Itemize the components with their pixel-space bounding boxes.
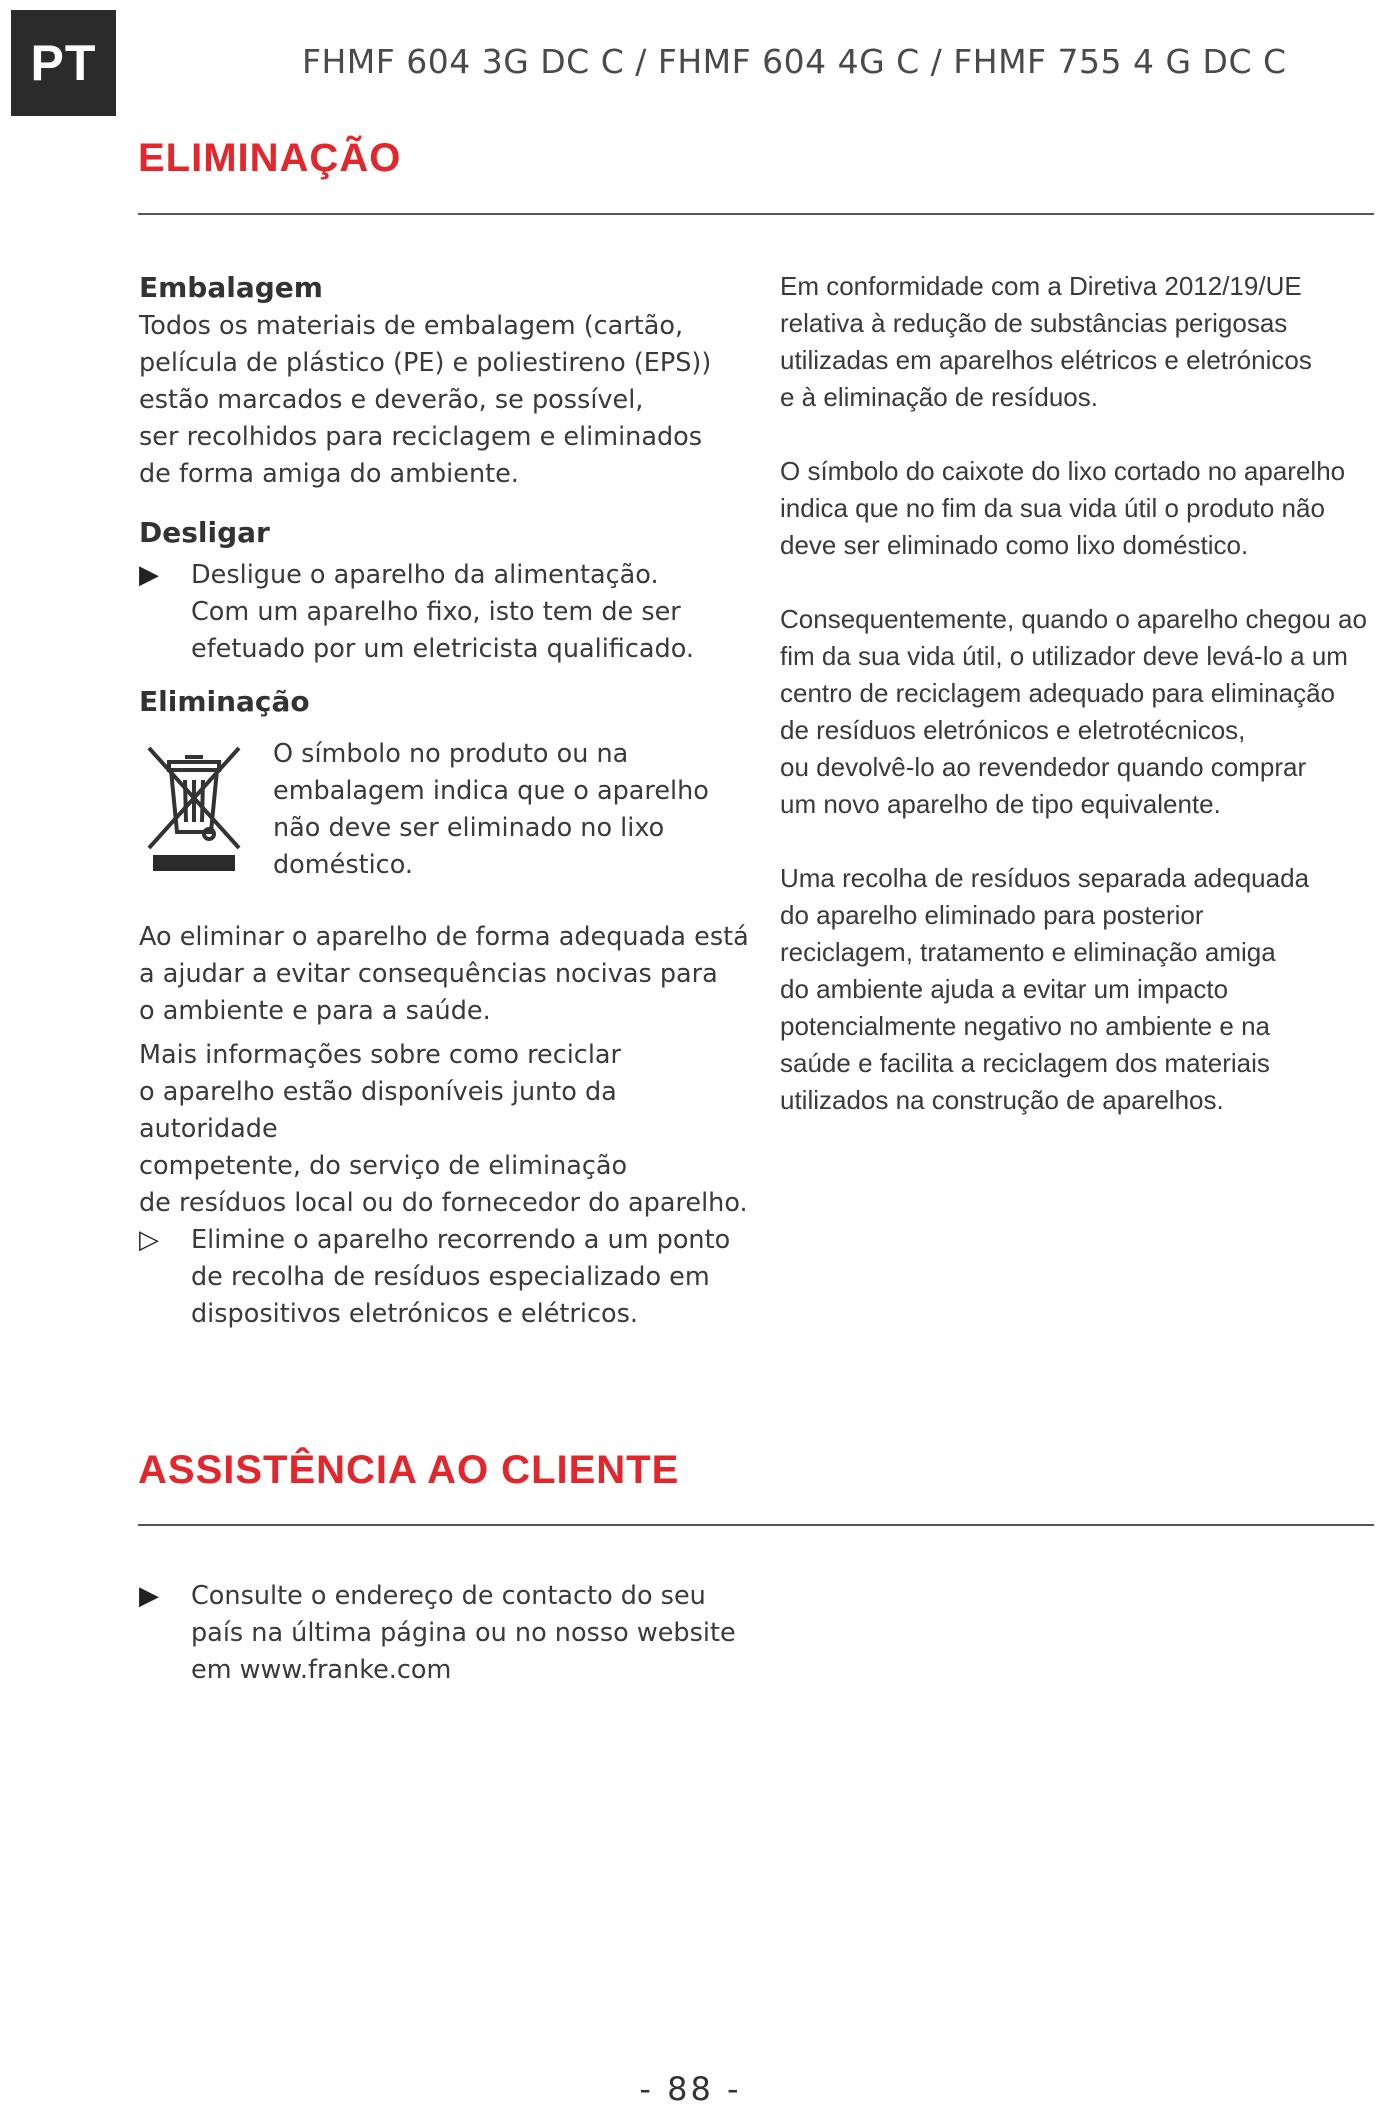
- disposal-paragraph-2: Mais informações sobre como reciclar o aparelho estão disponíveis junto da autoridade competente, do serviço de eliminação de resíduos local ou do fornecedor do aparelho.: [139, 1040, 748, 1218]
- customer-service-instruction: ▶ Consulte o endereço de contacto do seu país na última página ou no nosso website em www.franke.com: [139, 1578, 749, 1689]
- outline-triangle-bullet-icon: ▷: [139, 1225, 159, 1255]
- disposal-action: ▷ Elimine o aparelho recorrendo a um ponto de recolha de resíduos especializado em dispositivos eletrónicos e elétricos.: [139, 1222, 749, 1333]
- customer-service-divider: [138, 1524, 1374, 1526]
- packaging-heading: Embalagem: [139, 271, 323, 304]
- elimination-divider: [138, 213, 1374, 215]
- language-badge: PT: [11, 10, 116, 116]
- crossed-out-wheelie-bin-icon: [139, 740, 259, 886]
- end-of-life-paragraph: Consequentemente, quando o aparelho chegou ao fim da sua vida útil, o utilizador deve levá-lo a um centro de reciclagem adequado para eliminação de resíduos eletrónicos e eletrotécnicos, ou devolvê-lo ao revendedor quando comprar um novo aparelho de tipo equivalente.: [780, 604, 1367, 819]
- directive-paragraph: Em conformidade com a Diretiva 2012/19/UE relativa à redução de substâncias perigosas utilizadas em aparelhos elétricos e eletrónicos e à eliminação de resíduos.: [780, 271, 1312, 412]
- disposal-heading: Eliminação: [139, 685, 310, 718]
- separate-collection-paragraph: Uma recolha de resíduos separada adequada do aparelho eliminado para posterior reciclagem, tratamento e eliminação amiga do ambiente ajuda a evitar um impacto potencialmente negativo no ambiente e na saúde e facilita a reciclagem dos materiais utilizados na construção de aparelhos.: [780, 863, 1310, 1115]
- model-numbers: FHMF 604 3G DC C / FHMF 604 4G C / FHMF 755 4 G DC C: [302, 42, 1287, 81]
- packaging-text: Todos os materiais de embalagem (cartão, película de plástico (PE) e poliestireno (EPS)) estão marcados e deverão, se possível, ser recolhidos para reciclagem e eliminados de forma amiga do ambiente.: [139, 311, 712, 489]
- disposal-paragraph-1: Ao eliminar o aparelho de forma adequada está a ajudar a evitar consequências nocivas para o ambiente e para a saúde.: [139, 922, 749, 1026]
- customer-service-title: ASSISTÊNCIA AO CLIENTE: [138, 1448, 680, 1492]
- weee-symbol-block: [139, 736, 749, 886]
- switch-off-instruction: ▶ Desligue o aparelho da alimentação. Com um aparelho fixo, isto tem de ser efetuado por um eletricista qualificado.: [139, 557, 749, 668]
- weee-symbol-text: O símbolo no produto ou na embalagem indica que o aparelho não deve ser eliminado no lixo doméstico.: [273, 739, 709, 880]
- right-column: [780, 268, 1380, 1119]
- customer-service-block: [139, 1578, 749, 1689]
- switch-off-heading: Desligar: [139, 516, 270, 549]
- symbol-paragraph: O símbolo do caixote do lixo cortado no aparelho indica que no fim da sua vida útil o produto não deve ser eliminado como lixo doméstico.: [780, 456, 1346, 560]
- filled-triangle-bullet-icon: ▶: [139, 560, 159, 590]
- filled-triangle-bullet-icon: ▶: [139, 1581, 159, 1611]
- page-number: - 88 -: [639, 2070, 742, 2108]
- elimination-title: ELIMINAÇÃO: [138, 136, 402, 180]
- left-column: [139, 268, 749, 1333]
